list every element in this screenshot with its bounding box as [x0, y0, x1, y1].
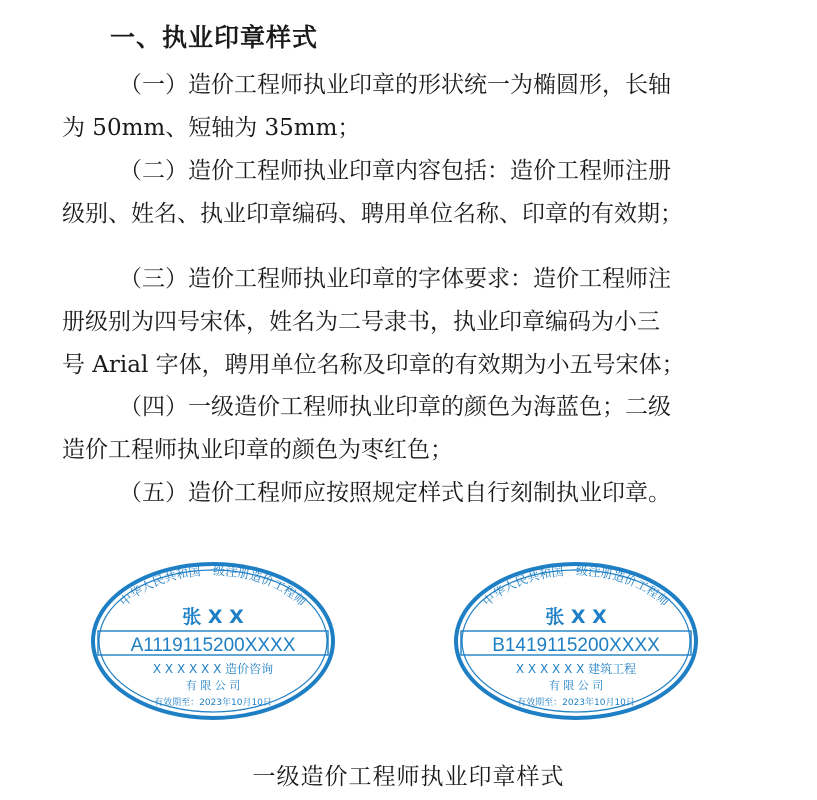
paragraph-line: 级别、姓名、执业印章编码、聘用单位名称、印章的有效期； — [62, 201, 683, 227]
seal-company-line-1: X X X X X X 建筑工程 — [515, 662, 637, 676]
seal-validity: 有效期至：2023年10月10日 — [154, 698, 272, 708]
section-heading: 一、执业印章样式 — [110, 23, 319, 52]
paragraph-line: （三）造价工程师执业印章的字体要求：造价工程师注 — [119, 266, 671, 292]
seal-sample-1 — [88, 561, 338, 721]
seal-code: B1419115200XXXX — [492, 635, 660, 656]
seal-arc-text: 中华人民共和国一级注册造价工程师 — [117, 563, 309, 610]
seal-arc-text: 中华人民共和国一级注册造价工程师 — [480, 563, 672, 610]
paragraph-3 — [62, 258, 752, 387]
seal-company-line-1: X X X X X X 造价咨询 — [152, 662, 274, 676]
paragraph-5 — [62, 472, 752, 515]
paragraph-line: 号 Arial 字体，聘用单位名称及印章的有效期为小五号宋体； — [62, 352, 685, 378]
seal-code: A1119115200XXXX — [130, 635, 296, 656]
seal-samples — [0, 555, 817, 745]
seal-holder-name: 张 X X — [545, 606, 607, 628]
seal-sample-2 — [451, 561, 701, 721]
paragraph-line: （四）一级造价工程师执业印章的颜色为海蓝色；二级 — [119, 394, 671, 420]
paragraph-line: 为 50mm、短轴为 35mm； — [62, 115, 361, 141]
paragraph-line: （二）造价工程师执业印章内容包括：造价工程师注册 — [119, 158, 671, 184]
paragraph-line: 造价工程师执业印章的颜色为枣红色； — [62, 437, 453, 463]
seal-company-line-2: 有 限 公 司 — [185, 679, 241, 692]
seal-validity: 有效期至：2023年10月10日 — [517, 698, 635, 708]
paragraph-1 — [62, 64, 752, 150]
paragraph-line: 册级别为四号宋体，姓名为二号隶书，执业印章编码为小三 — [62, 309, 660, 335]
seal-company-line-2: 有 限 公 司 — [548, 679, 604, 692]
paragraph-line: （一）造价工程师执业印章的形状统一为椭圆形，长轴 — [119, 72, 671, 98]
paragraph-line: （五）造价工程师应按照规定样式自行刻制执业印章。 — [119, 480, 671, 506]
figure-caption: 一级造价工程师执业印章样式 — [252, 764, 565, 790]
paragraph-4 — [62, 386, 752, 472]
paragraph-2 — [62, 150, 752, 236]
seal-holder-name: 张 X X — [182, 606, 244, 628]
